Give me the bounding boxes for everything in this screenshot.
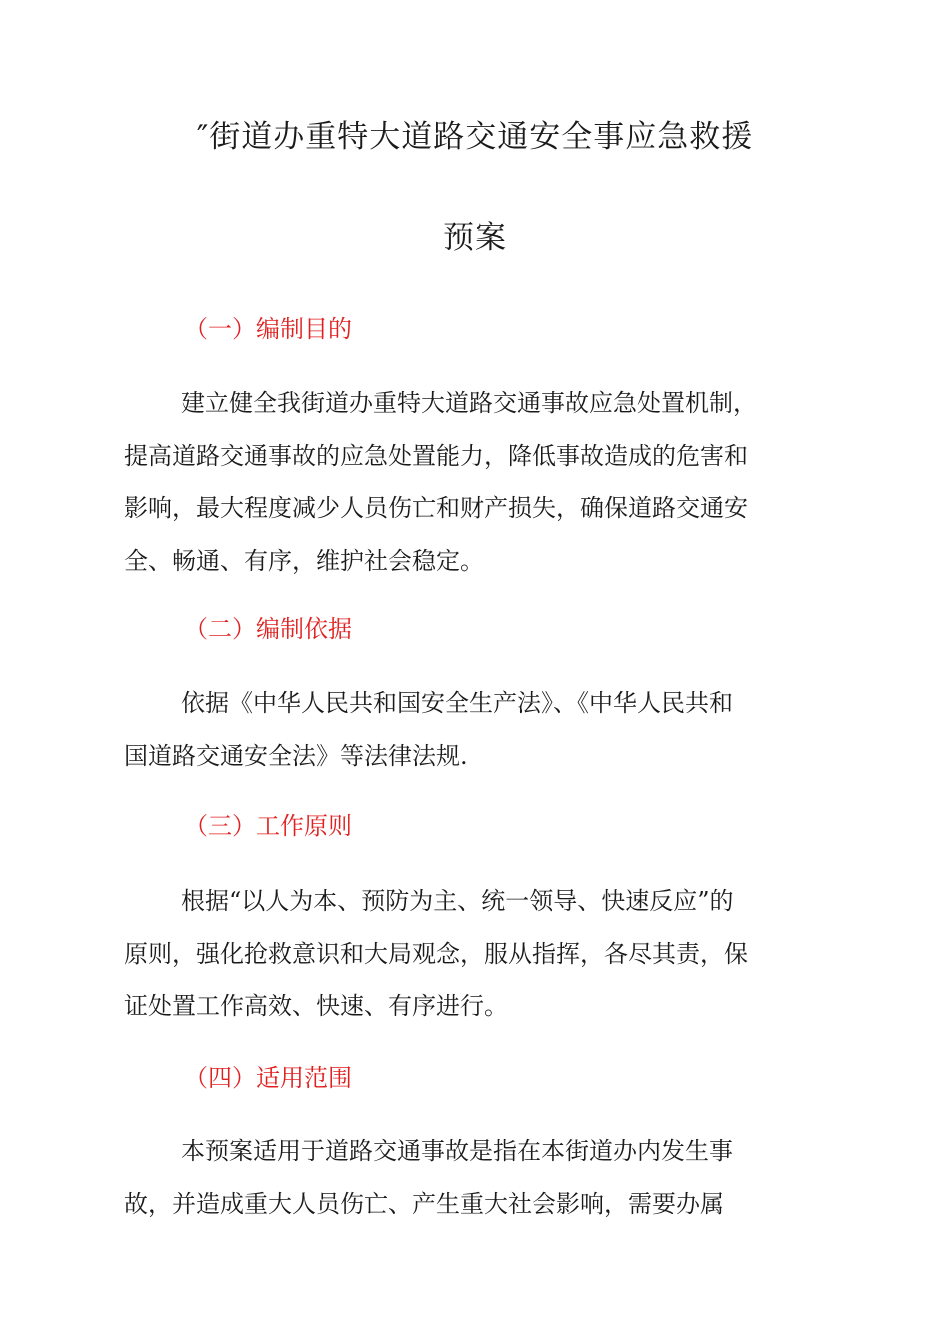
section-body-purpose (124, 377, 814, 587)
body-line: 原则，强化抢救意识和大局观念，服从指挥，各尽其责，保 (124, 939, 748, 968)
section-body-principles (124, 875, 814, 1033)
body-line: 本预案适用于道路交通事故是指在本街道办内发生事 (181, 1137, 733, 1165)
document-title-line-2: 预案 (443, 220, 507, 256)
body-line: 根据“以人为本、预防为主、统一领导、快速反应”的 (181, 887, 734, 915)
body-line: 提高道路交通事故的应急处置能力，降低事故造成的危害和 (124, 441, 748, 470)
body-line: 故，并造成重大人员伤亡、产生重大社会影响，需要办属 (124, 1189, 724, 1218)
section-heading-purpose: （一）编制目的 (184, 315, 352, 343)
body-line: 全、畅通、有序，维护社会稳定。 (124, 546, 484, 575)
section-body-basis (124, 677, 814, 782)
body-line: 影响，最大程度减少人员伤亡和财产损失，确保道路交通安 (124, 494, 748, 522)
section-heading-principles: （三）工作原则 (184, 812, 352, 840)
body-line: 国道路交通安全法》等法律法规. (124, 741, 468, 770)
body-line: 证处置工作高效、快速、有序进行。 (124, 992, 508, 1020)
document-title-line-1: ″街道办重特大道路交通安全事应急救援 (196, 119, 754, 155)
section-body-scope (124, 1125, 814, 1230)
body-line: 依据《中华人民共和国安全生产法》、《中华人民共和 (181, 689, 733, 717)
section-heading-basis: （二）编制依据 (184, 615, 352, 643)
body-line: 建立健全我街道办重特大道路交通事故应急处置机制， (181, 389, 757, 417)
section-heading-scope: （四）适用范围 (184, 1064, 352, 1092)
